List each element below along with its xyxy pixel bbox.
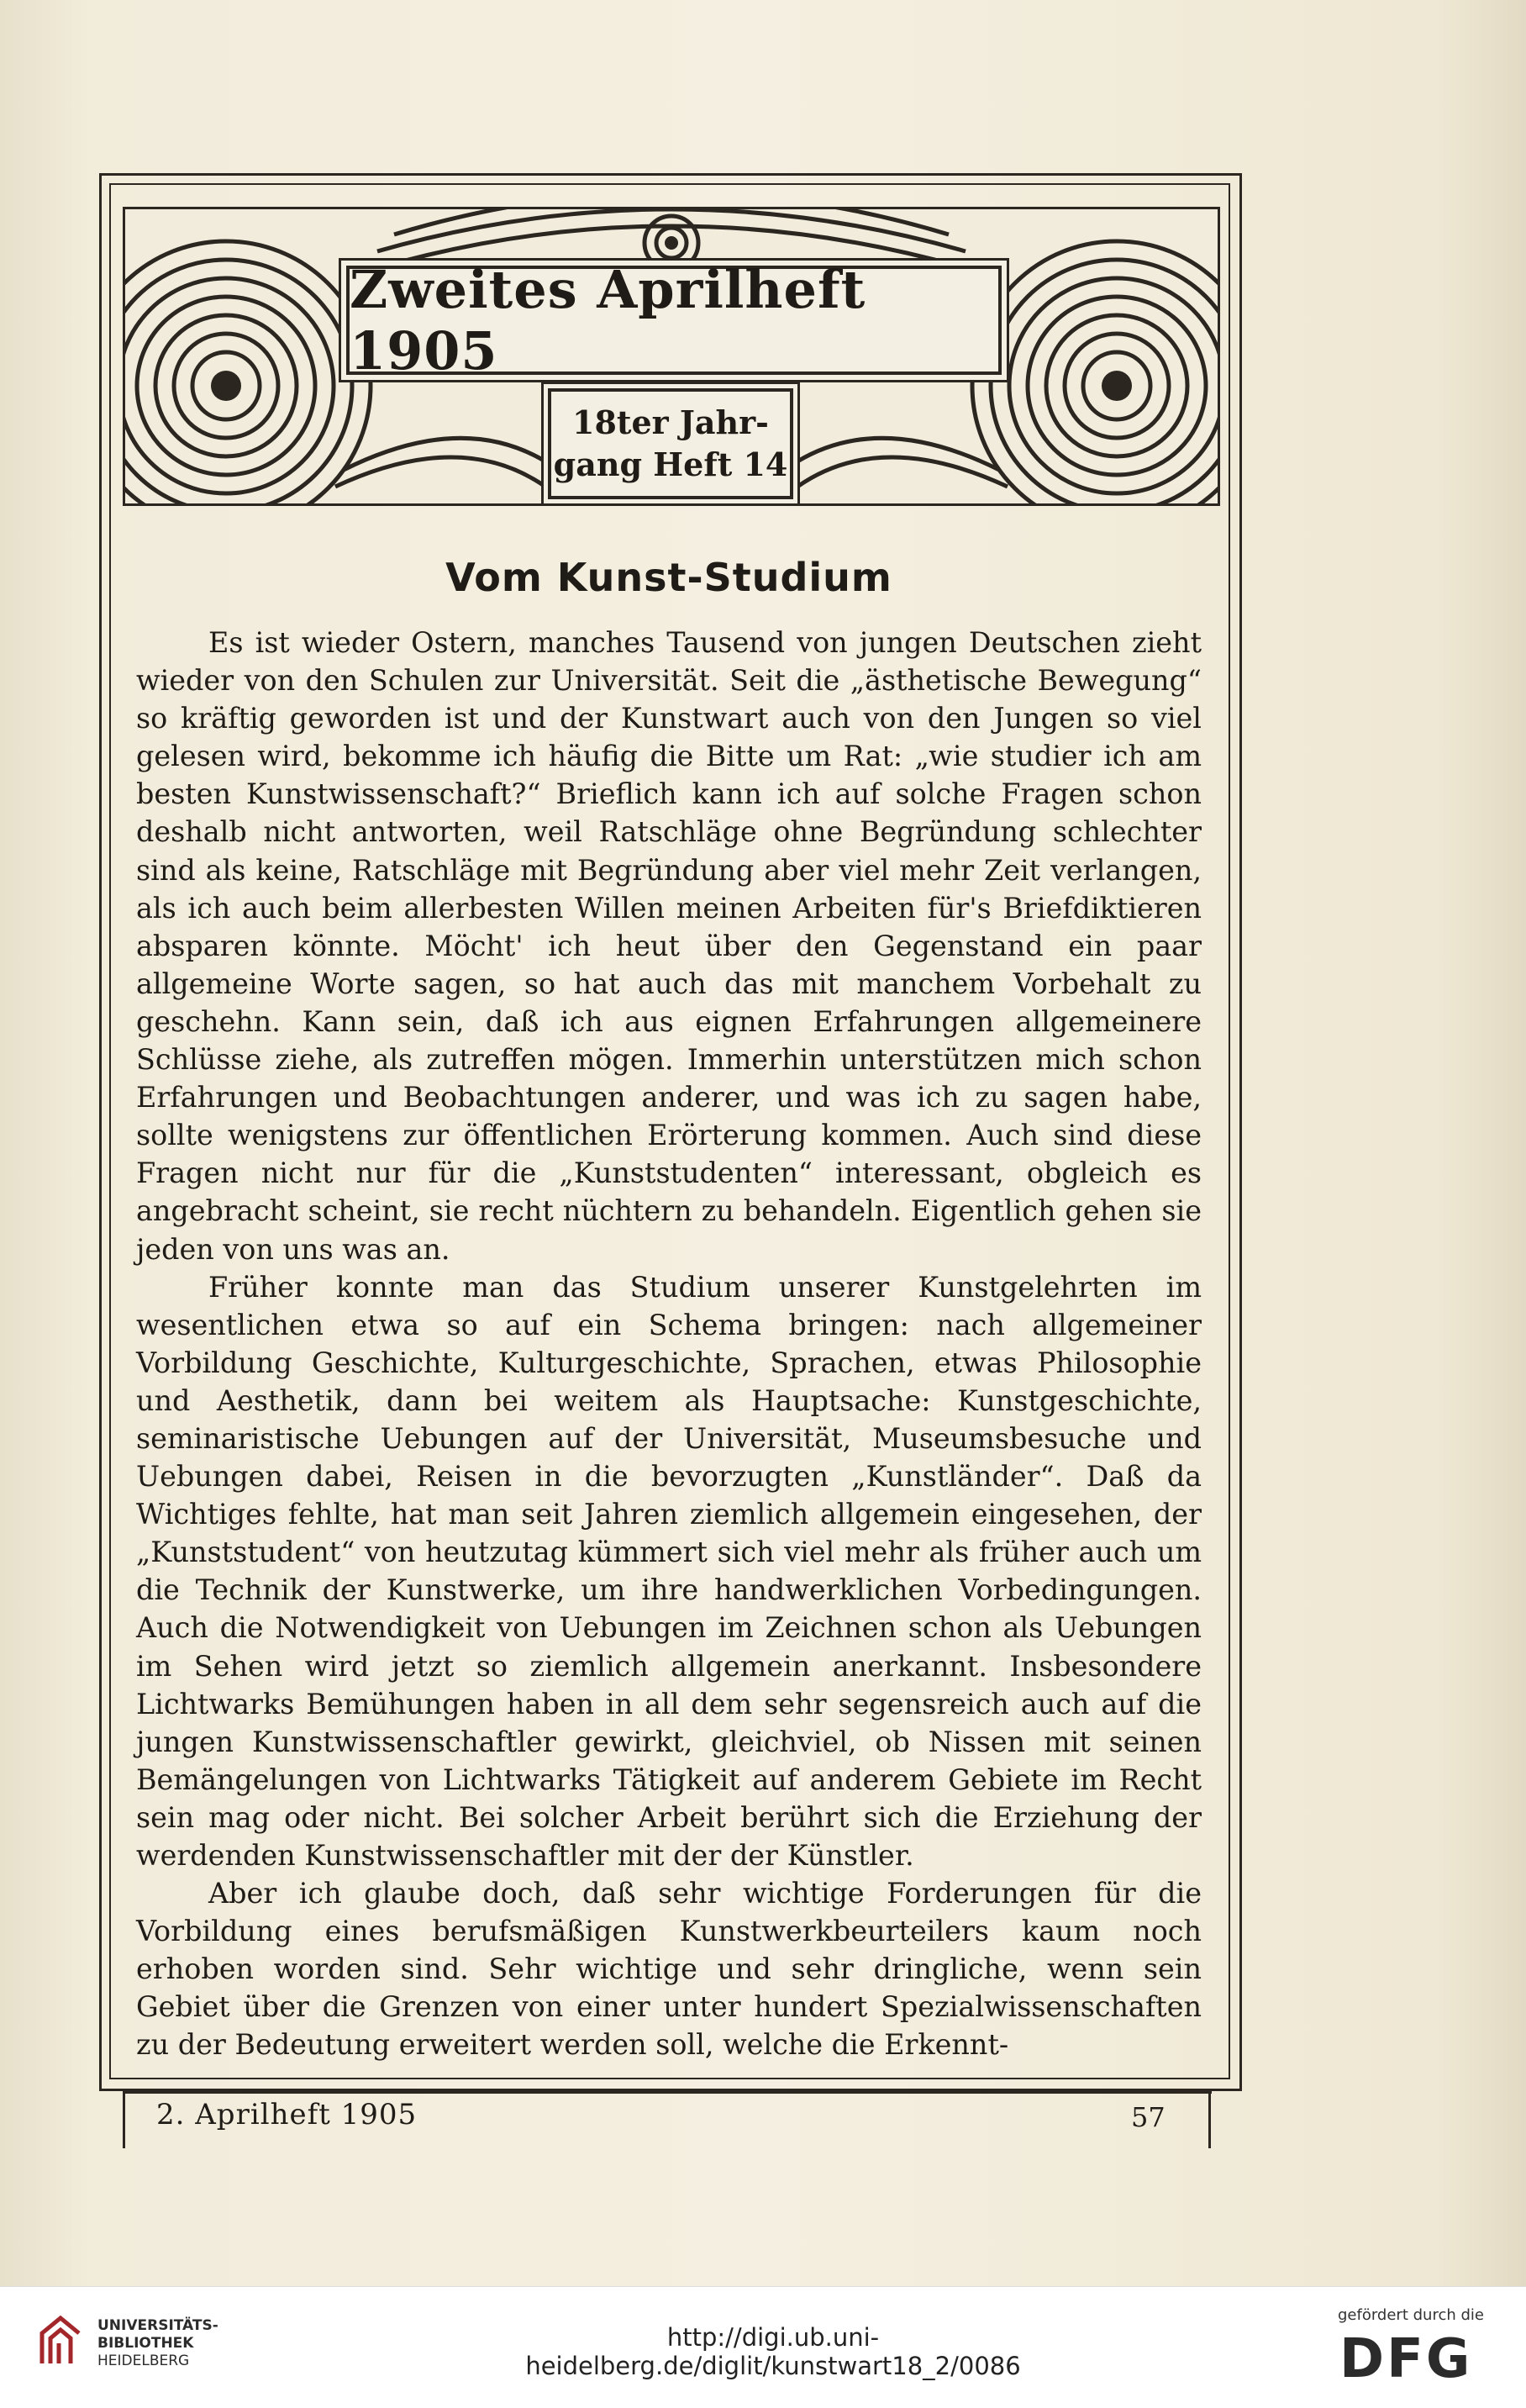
issue-title-box: [346, 259, 1002, 382]
article-body: [136, 624, 1202, 2064]
article-title: Vom Kunst-Studium: [445, 555, 892, 600]
volume-line: 18ter Jahr-: [572, 403, 769, 441]
page-number: 57: [1131, 2101, 1166, 2133]
footer-left-rule: [123, 2091, 125, 2148]
footer-right-rule: [1208, 2091, 1211, 2148]
running-footer: 2. Aprilheft 1905: [156, 2098, 418, 2131]
paragraph: Es ist wieder Ostern, manches Tausend von jungen Deutschen zieht wieder von den Schulen zur Universität. Seit die „ästhetische Bewegung“ so kräftig geworden ist und der Kunstwart auch von den Jungen so viel gelesen wird, bekomme ich häufig die Bitte um Rat: „wie studier ich am besten Kunstwissenschaft?“ Brieflich kann ich auf solche Fragen schon deshalb nicht antworten, weil Ratschläge ohne Begründung schlechter sind als keine, Ratschläge mit Begründung aber viel mehr Zeit verlangen, als ich auch beim allerbesten Willen meinen Arbeiten für's Briefdiktieren absparen könnte. Möcht' ich heut über den Gegenstand ein paar allgemeine Worte sagen, so hat auch das mit manchem Vorbehalt zu geschehn. Kann sein, daß ich aus eignen Erfahrungen allgemeinere Schlüsse ziehe, als zutreffen mögen. Immerhin unterstützen mich schon Erfahrungen und Beobachtungen anderer, und was ich zu sagen habe, sollte wenigstens zur öffentlichen Erörterung kommen. Auch sind diese Fragen nicht nur für die „Kunststudenten“ interessant, obgleich es angebracht scheint, sie recht nüchtern zu behandeln. Eigentlich gehen sie jeden von uns was an.: [136, 626, 1202, 1266]
paragraph: Aber ich glaube doch, daß sehr wichtige Forderungen für die Vorbildung eines berufsmäßigen Kunstwerkbeurteilers kaum noch erhoben worden sind. Sehr wichtige und sehr dringliche, wenn sein Gebiet über die Grenzen von einer unter hundert Spezialwissenschaften zu der Bedeutung erweitert werden soll, welche die Erkennt-: [136, 1877, 1202, 2062]
paragraph: Früher konnte man das Studium unserer Kunstgelehrten im wesentlichen etwa so auf ein Schema bringen: nach allgemeiner Vorbildung Geschichte, Kulturgeschichte, Sprachen, etwas Philosophie und Aesthetik, dann bei weitem als Hauptsache: Kunstgeschichte, seminaristische Uebungen auf der Universität, Museumsbesuche und Uebungen dabei, Reisen in die bevorzugten „Kunstländer“. Daß da Wichtiges fehlte, hat man seit Jahren ziemlich allgemein eingesehen, der „Kunststudent“ von heutzutag kümmert sich viel mehr als früher auch um die Technik der Kunstwerke, um ihre handwerklichen Vorbedingungen. Auch die Notwendigkeit von Uebungen im Zeichnen schon als Uebungen im Sehen wird jetzt so ziemlich allgemein anerkannt. Insbesondere Lichtwarks Bemühungen haben in all dem sehr segensreich auch auf die jungen Kunstwissenschaftler gewirkt, gleichviel, ob Nissen mit seinen Bemängelungen von Lichtwarks Tätigkeit auf anderem Gebiete im Recht sein mag oder nicht. Bei solcher Arbeit berührt sich die Erziehung der werdenden Kunstwissenschaftler mit der der Künstler.: [136, 1270, 1202, 1872]
funded-by-label: gefördert durch die: [1338, 2306, 1484, 2324]
issue-title: Zweites Aprilheft 1905: [350, 259, 866, 382]
footer-rule: [123, 2091, 1212, 2094]
volume-issue-box: [548, 388, 793, 499]
university-library-logo-icon: [37, 2313, 84, 2367]
institution-name: [97, 2317, 218, 2370]
institution-line: BIBLIOTHEK: [97, 2335, 194, 2352]
institution-line: UNIVERSITÄTS-: [97, 2317, 218, 2334]
dfg-logo: DFG: [1339, 2328, 1473, 2390]
institution-line: HEIDELBERG: [97, 2353, 190, 2369]
permalink-url[interactable]: http://digi.ub.uni-heidelberg.de/diglit/kunstwart18_2/0086: [525, 2323, 1021, 2380]
issue-line: gang Heft 14: [553, 445, 788, 483]
